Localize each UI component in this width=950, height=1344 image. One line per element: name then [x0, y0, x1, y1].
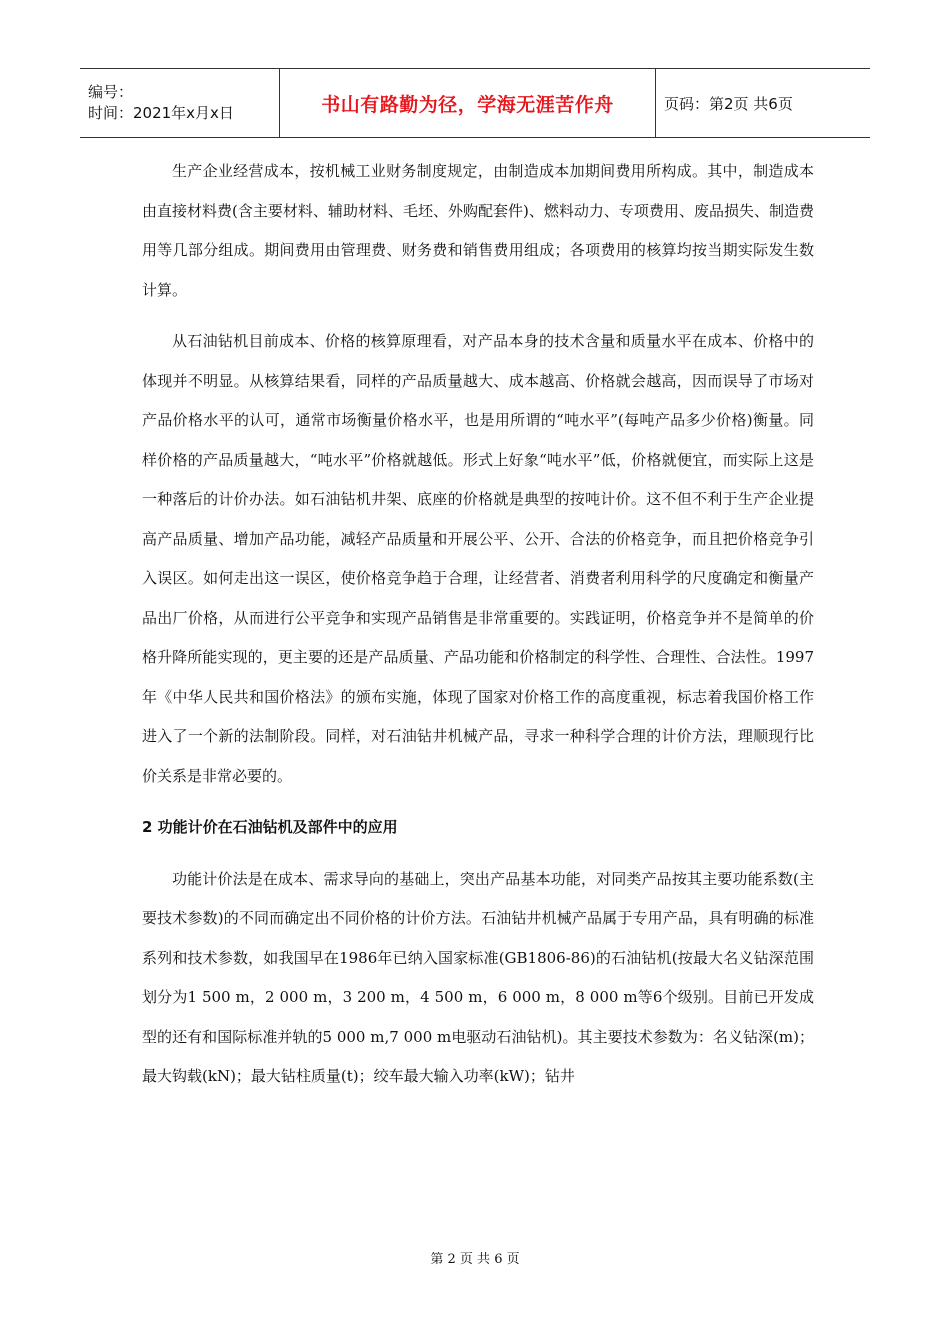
header-motto: 书山有路勤为径，学海无涯苦作舟 — [280, 69, 656, 137]
page-header — [80, 68, 870, 138]
header-page-label: 页码：第2页 共6页 — [664, 94, 793, 113]
paragraph-function-pricing: 功能计价法是在成本、需求导向的基础上，突出产品基本功能，对同类产品按其主要功能系数(主要技术参数)的不同而确定出不同价格的计价方法。石油钻井机械产品属于专用产品，具有明确的标准系列和技术参数，如我国早在1986年已纳入国家标准(GB1806-86)的石油钻机(按最大名义钻深范围划分为1 500 m，2 000 m，3 200 m，4 500 m，6 000 m，8 000 m等6个级别。目前已开发成型的还有和国际标准并轨的5 000 m,7 000 m电驱动石油钻机)。其主要技术参数为：名义钻深(m)；最大钩载(kN)；最大钻柱质量(t)；绞车最大输入功率(kW)；钻井 — [142, 869, 814, 1085]
section-heading: 2 功能计价在石油钻机及部件中的应用 — [142, 818, 398, 836]
document-body — [142, 152, 814, 1097]
paragraph-cost-structure: 生产企业经营成本，按机械工业财务制度规定，由制造成本加期间费用所构成。其中，制造成本由直接材料费(含主要材料、辅助材料、毛坯、外购配套件)、燃料动力、专项费用、废品损失、制造费用等几部分组成。期间费用由管理费、财务费和销售费用组成；各项费用的核算均按当期实际发生数计算。 — [142, 162, 814, 299]
document-time-label: 时间：2021年x月x日 — [88, 104, 234, 122]
paragraph-pricing-issues: 从石油钻机目前成本、价格的核算原理看，对产品本身的技术含量和质量水平在成本、价格中的体现并不明显。从核算结果看，同样的产品质量越大、成本越高、价格就会越高，因而误导了市场对产品价格水平的认可，通常市场衡量价格水平，也是用所谓的“吨水平”(每吨产品多少价格)衡量。同样价格的产品质量越大，“吨水平”价格就越低。形式上好象“吨水平”低，价格就便宜，而实际上这是一种落后的计价办法。如石油钻机井架、底座的价格就是典型的按吨计价。这不但不利于生产企业提高产品质量、增加产品功能，减轻产品质量和开展公平、公开、合法的价格竞争，而且把价格竞争引入误区。如何走出这一误区，使价格竞争趋于合理，让经营者、消费者利用科学的尺度确定和衡量产品出厂价格，从而进行公平竞争和实现产品销售是非常重要的。实践证明，价格竞争并不是简单的价格升降所能实现的，更主要的还是产品质量、产品功能和价格制定的科学性、合理性、合法性。1997年《中华人民共和国价格法》的颁布实施，体现了国家对价格工作的高度重视，标志着我国价格工作进入了一个新的法制阶段。同样，对石油钻井机械产品，寻求一种科学合理的计价方法，理顺现行比价关系是非常必要的。 — [142, 332, 814, 785]
header-meta — [80, 69, 280, 137]
page-footer: 第 2 页 共 6 页 — [430, 1252, 520, 1267]
document-number-label: 编号： — [88, 83, 134, 101]
